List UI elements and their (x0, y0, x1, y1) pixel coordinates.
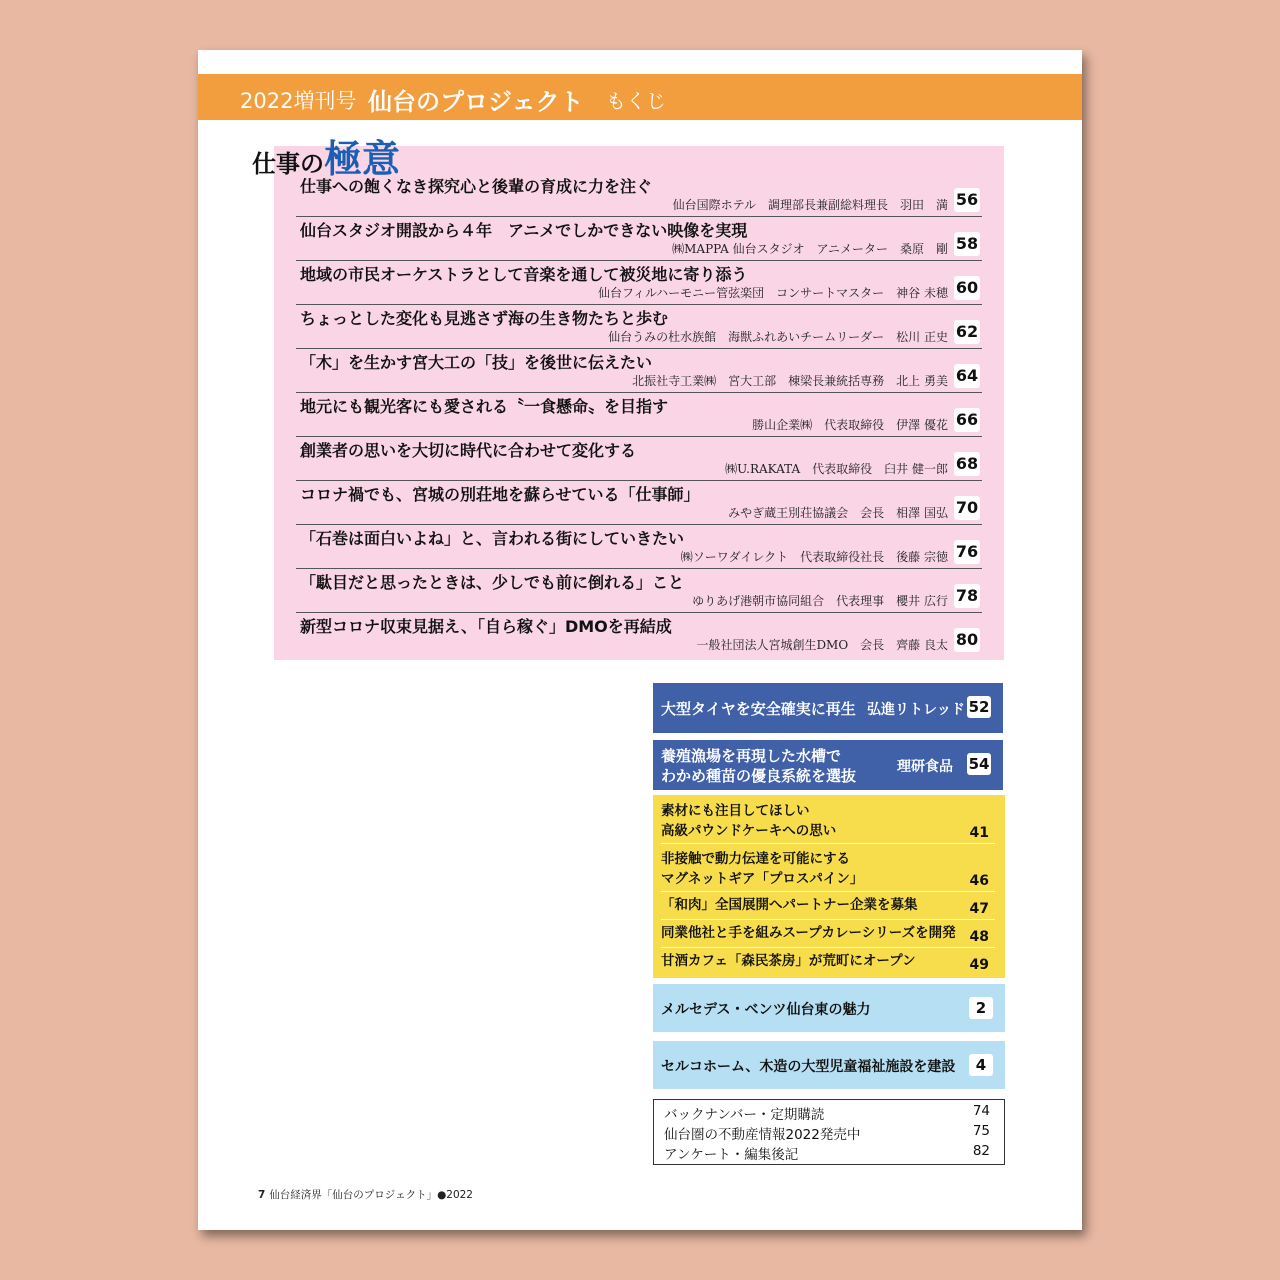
news-page-number: 49 (969, 957, 989, 973)
toc-page-number: 80 (954, 628, 980, 652)
toc-subtitle: 仙台フィルハーモニー管弦楽団 コンサートマスター 神谷 未穂 (597, 286, 948, 300)
toc-title: 「木」を生かす宮大工の「技」を後世に伝えたい (300, 353, 653, 372)
footer-text: 仙台経済界「仙台のプロジェクト」●2022 (269, 1189, 473, 1201)
toc-subtitle: 北振社寺工業㈱ 宮大工部 棟梁長兼統括専務 北上 勇美 (632, 374, 948, 388)
section-title-prefix: 仕事の (252, 149, 324, 178)
ad-title: メルセデス・ベンツ仙台東の魅力 (661, 1002, 871, 1018)
misc-label: 仙台圏の不動産情報2022発売中 (664, 1127, 861, 1143)
news-item[interactable] (661, 849, 995, 892)
news-line1: 素材にも注目してほしい (661, 803, 810, 819)
feature-title-line2: わかめ種苗の優良系統を選抜 (661, 767, 857, 785)
ad-article-box[interactable] (653, 984, 1005, 1032)
toc-subtitle: 仙台うみの杜水族館 海獣ふれあいチームリーダー 松川 正史 (608, 330, 948, 344)
ad-page-number: 2 (969, 997, 993, 1019)
feature-title: 大型タイヤを安全確実に再生 (661, 700, 856, 718)
toc-title: 創業者の思いを大切に時代に合わせて変化する (300, 441, 637, 460)
header-band (198, 74, 1082, 120)
toc-page-number: 66 (954, 408, 980, 432)
toc-title: 仙台スタジオ開設から４年 アニメでしかできない映像を実現 (300, 221, 748, 240)
section-title (252, 128, 400, 183)
toc-page-number: 64 (954, 364, 980, 388)
misc-item[interactable] (664, 1143, 990, 1163)
toc-subtitle: ㈱MAPPA 仙台スタジオ アニメーター 桑原 剛 (672, 242, 948, 256)
toc-subtitle: 一般社団法人宮城創生DMO 会長 齊藤 良太 (696, 638, 948, 652)
misc-page-number: 74 (972, 1103, 990, 1119)
news-item[interactable] (661, 951, 995, 975)
news-line1: 甘酒カフェ「森民茶房」が荒町にオープン (661, 953, 916, 969)
toc-title: 地元にも観光客にも愛される〝一食懸命〟を目指す (300, 397, 669, 416)
news-page-number: 46 (969, 873, 989, 889)
toc-row[interactable] (296, 612, 982, 656)
section-title-main: 極意 (324, 136, 401, 181)
news-line2: マグネットギア「プロスパイン」 (661, 871, 864, 887)
toc-page-number: 60 (954, 276, 980, 300)
toc-title: ちょっとした変化も見逃さず海の生き物たちと歩む (300, 309, 669, 328)
misc-page-number: 82 (972, 1143, 990, 1159)
toc-row[interactable] (296, 392, 982, 437)
misc-page-number: 75 (972, 1123, 990, 1139)
feature-page-number: 52 (968, 698, 990, 716)
toc-subtitle: ㈱ソーワダイレクト 代表取締役社長 後藤 宗徳 (680, 550, 948, 564)
feature-article-box[interactable] (653, 683, 1003, 733)
toc-page-number: 68 (954, 452, 980, 476)
page-footer (258, 1187, 473, 1202)
news-line1: 同業他社と手を組みスープカレーシリーズを開発 (661, 925, 956, 941)
feature-article-box[interactable] (653, 740, 1003, 790)
toc-page-number: 58 (954, 232, 980, 256)
feature-title-line1: 養殖漁場を再現した水槽で (661, 747, 842, 765)
misc-label: バックナンバー・定期購読 (664, 1107, 825, 1123)
magazine-page (198, 50, 1082, 1230)
ad-page-number: 4 (969, 1054, 993, 1076)
news-line1: 「和肉」全国展開へパートナー企業を募集 (661, 897, 918, 913)
toc-row[interactable] (296, 436, 982, 481)
toc-row[interactable] (296, 568, 982, 613)
toc-page-number: 76 (954, 540, 980, 564)
toc-page-number: 56 (954, 188, 980, 212)
toc-title: 新型コロナ収束見据え、「自ら稼ぐ」DMOを再結成 (300, 617, 672, 636)
news-item[interactable] (661, 801, 995, 844)
toc-row[interactable] (296, 480, 982, 525)
news-box (653, 795, 1005, 978)
footer-page-number: 7 (258, 1189, 266, 1201)
feature-company: 弘進リトレッド (867, 702, 965, 718)
toc-row[interactable] (296, 524, 982, 569)
toc-title: コロナ禍でも、宮城の別荘地を蘇らせている「仕事師」 (300, 485, 700, 504)
news-page-number: 48 (969, 929, 989, 945)
toc-page-number: 70 (954, 496, 980, 520)
misc-item[interactable] (664, 1123, 990, 1143)
news-line1: 非接触で動力伝達を可能にする (661, 851, 850, 867)
misc-contents-box (653, 1099, 1005, 1165)
ad-title: セルコホーム、木造の大型児童福祉施設を建設 (661, 1059, 956, 1075)
toc-title: 仕事への飽くなき探究心と後輩の育成に力を注ぐ (300, 177, 653, 196)
toc-page-number: 78 (954, 584, 980, 608)
toc-subtitle: ㈱U.RAKATA 代表取締役 臼井 健一郎 (725, 462, 948, 476)
toc-title: 「石巻は面白いよね」と、言われる街にしていきたい (300, 529, 685, 548)
misc-item[interactable] (664, 1103, 990, 1123)
toc-subtitle: みやぎ蔵王別荘協議会 会長 相澤 国弘 (728, 506, 948, 520)
news-page-number: 41 (969, 825, 989, 841)
news-item[interactable] (661, 923, 995, 948)
toc-feature-box (274, 146, 1004, 660)
toc-title: 「駄目だと思ったときは、少しでも前に倒れる」こと (300, 573, 685, 592)
toc-row[interactable] (296, 304, 982, 349)
toc-page-number: 62 (954, 320, 980, 344)
news-item[interactable] (661, 895, 995, 920)
feature-company: 理研食品 (897, 759, 953, 775)
toc-subtitle: ゆりあげ港朝市協同組合 代表理事 櫻井 広行 (692, 594, 948, 608)
toc-subtitle: 勝山企業㈱ 代表取締役 伊澤 優花 (752, 418, 948, 432)
toc-row[interactable] (296, 216, 982, 261)
ad-article-box[interactable] (653, 1041, 1005, 1089)
misc-label: アンケート・編集後記 (664, 1147, 799, 1163)
news-line2: 高級パウンドケーキへの思い (661, 823, 837, 839)
toc-row[interactable] (296, 260, 982, 305)
magazine-title: 仙台のプロジェクト (368, 88, 584, 116)
toc-subtitle: 仙台国際ホテル 調理部長兼副総料理長 羽田 満 (672, 198, 948, 212)
toc-row[interactable] (296, 348, 982, 393)
issue-label: 2022増刊号 (240, 89, 357, 113)
news-page-number: 47 (969, 901, 989, 917)
feature-page-number: 54 (968, 755, 990, 773)
toc-title: 地域の市民オーケストラとして音楽を通して被災地に寄り添う (300, 265, 748, 284)
contents-label: もくじ (606, 89, 666, 113)
